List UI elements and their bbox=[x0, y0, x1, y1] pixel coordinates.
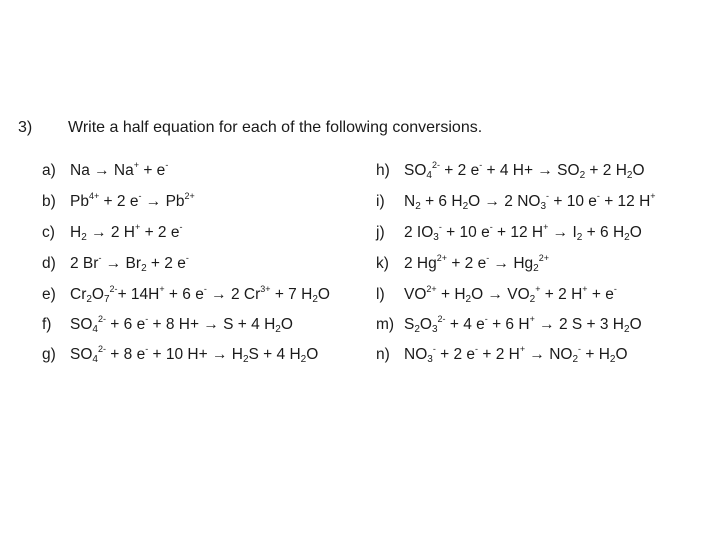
equation-g bbox=[42, 345, 318, 365]
equation-label: a) bbox=[42, 162, 56, 179]
equation-j bbox=[376, 223, 642, 243]
equation-a bbox=[42, 161, 168, 181]
equation-text: $Pb^{4+} + 2$ $e^- \to Pb^{2+}$ bbox=[70, 191, 195, 210]
equation-text: 2 $IO_3^- + 10$ e- + 12 $H^+ \to I_2 + 6$ $H_2O$ bbox=[404, 222, 642, 243]
equation-label: b) bbox=[42, 193, 56, 210]
equation-label: i) bbox=[376, 193, 385, 210]
equation-b bbox=[42, 192, 195, 212]
equation-text: $SO_4^{2-} + 2$ e- + 4 $H+ \to SO_2 + 2$ $H_2O$ bbox=[404, 160, 645, 181]
equation-text: $S_2O_3^{2-} + 4$ e- + 6 H+ → 2 S + 3 $H_2O$ bbox=[404, 314, 642, 335]
equation-m bbox=[376, 315, 642, 335]
question-number: 3) bbox=[18, 119, 33, 136]
equation-text: $SO_4^{2-} + 6$ e- + 8 H+ → S + 4 $H_2O$ bbox=[70, 314, 293, 335]
equation-label: h) bbox=[376, 162, 390, 179]
equation-c bbox=[42, 223, 182, 243]
equation-f bbox=[42, 315, 293, 335]
equation-label: m) bbox=[376, 316, 395, 333]
equation-text: 2 $Br^- \to Br_2 + 2$ e- bbox=[70, 253, 189, 274]
equation-text: $N_2 + 6$ $H_2O \to 2$ $NO_3^- + 10$ e- + 12 H+ bbox=[404, 191, 656, 212]
equation-label: l) bbox=[376, 286, 385, 303]
equation-k bbox=[376, 254, 549, 274]
equation-text: $H_2 \to 2$ H+ + 2 e- bbox=[70, 222, 183, 243]
equation-n bbox=[376, 345, 628, 365]
question-prompt: Write a half equation for each of the following conversions. bbox=[68, 119, 483, 136]
equation-label: e) bbox=[42, 286, 56, 303]
equation-label: j) bbox=[376, 224, 385, 241]
equation-label: k) bbox=[376, 255, 389, 272]
equation-h bbox=[376, 161, 645, 181]
equation-label: d) bbox=[42, 255, 56, 272]
equation-d bbox=[42, 254, 189, 274]
equation-text: 2 $Hg^{2+} + 2$ $e^- \to Hg_2^{2+}$ bbox=[404, 253, 549, 274]
equation-text: Na → Na+ + e- bbox=[70, 160, 169, 179]
equation-l bbox=[376, 285, 617, 305]
equation-label: f) bbox=[42, 316, 52, 333]
equation-text: $Cr_2O_7^{2-}+ 14H^+ + 6$ e- → 2 $Cr^{3+} + 7$ $H_2O$ bbox=[70, 284, 330, 305]
equation-label: n) bbox=[376, 346, 390, 363]
equation-text: $VO^{2+} + H_2O \to VO_2^+ + 2$ H+ + e- bbox=[404, 284, 617, 305]
equation-text: $SO_4^{2-} + 8$ e- + 10 $H+ \to H_2S + 4$ $H_2O$ bbox=[70, 344, 319, 365]
equation-label: c) bbox=[42, 224, 55, 241]
equation-i bbox=[376, 192, 656, 212]
equation-e bbox=[42, 285, 330, 305]
equation-text: $NO_3^- + 2$ e- + 2 $H^+ \to NO_2^- + H_2O$ bbox=[404, 344, 628, 365]
equation-label: g) bbox=[42, 346, 56, 363]
